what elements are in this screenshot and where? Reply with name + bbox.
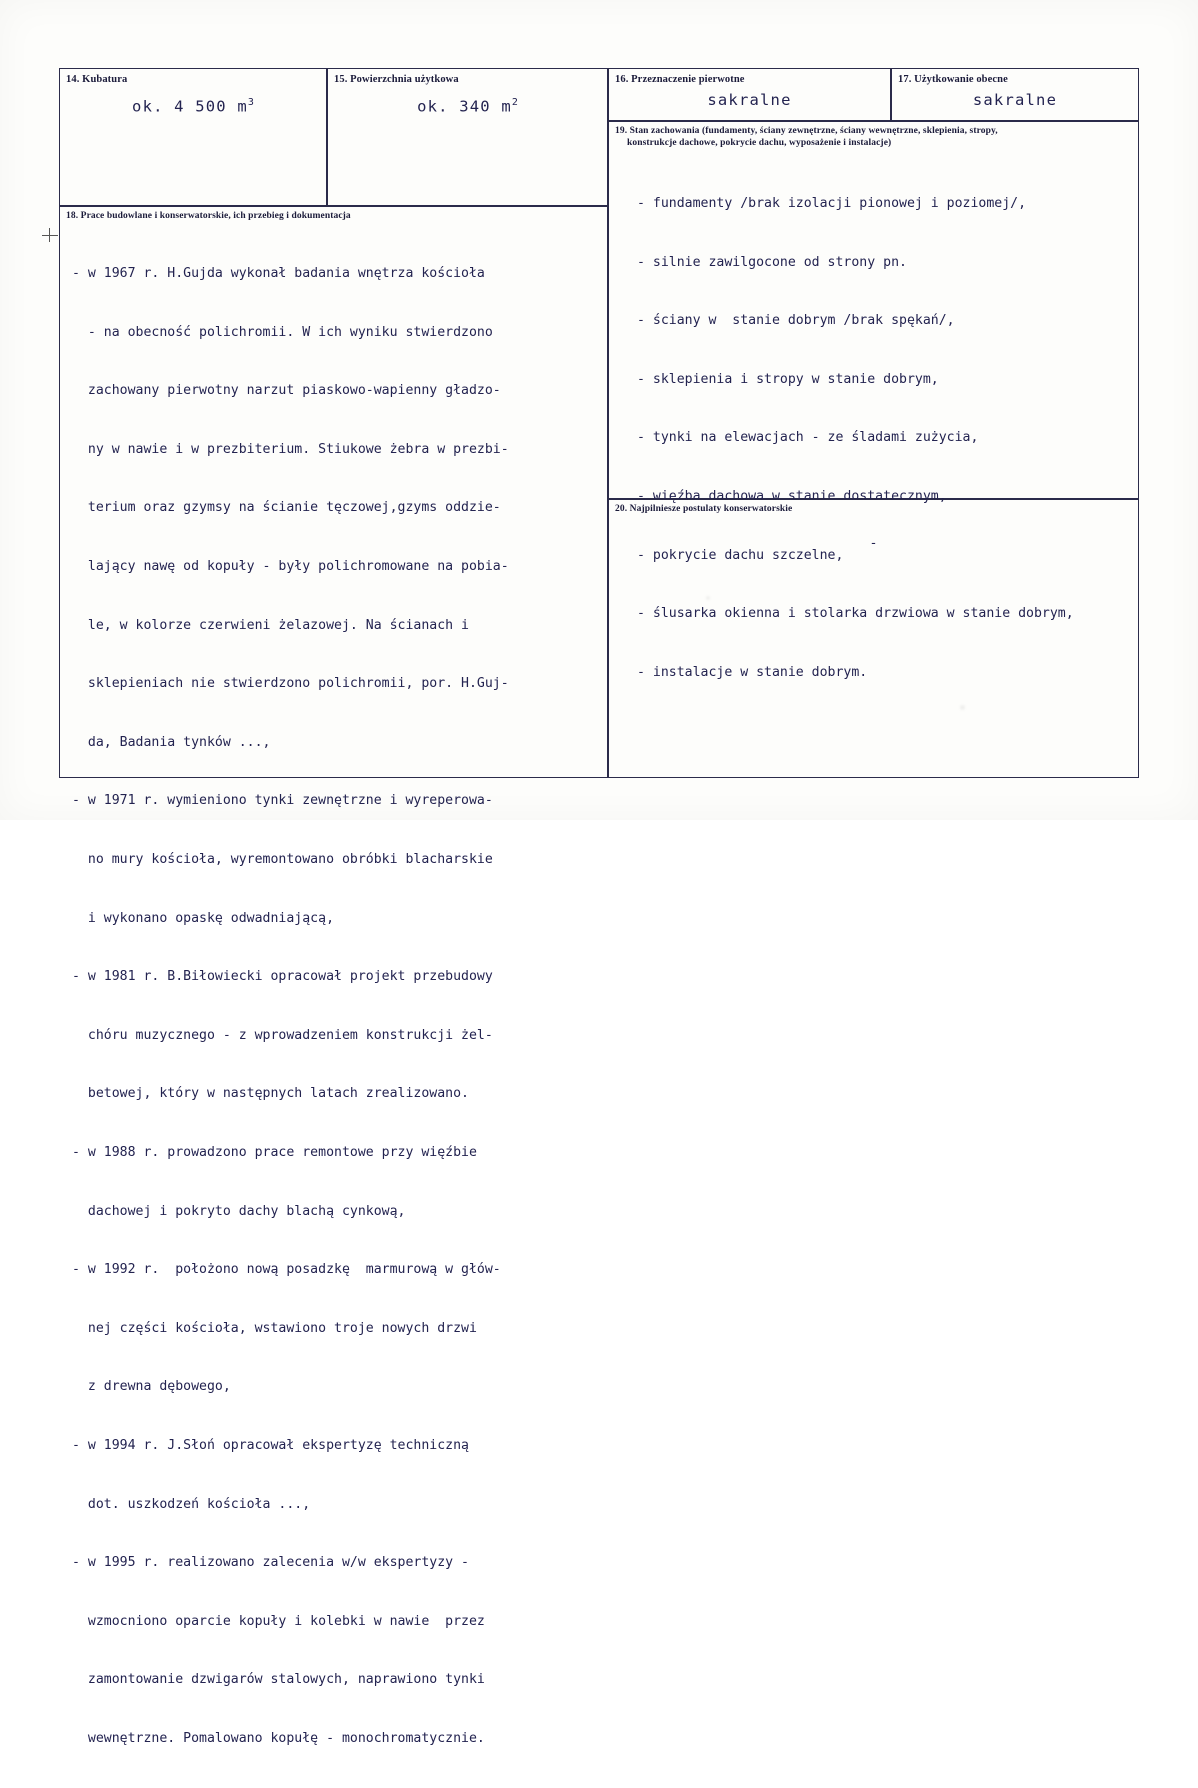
- scan-artifact: [706, 596, 710, 600]
- field-postulaty-value: -: [869, 536, 878, 551]
- prace-line: wzmocniono oparcie kopuły i kolebki w nawie przez: [72, 1613, 485, 1629]
- stan-line: - fundamenty /brak izolacji pionowej i poziomej/,: [637, 196, 1027, 212]
- prace-line: zamontowanie dzwigarów stalowych, naprawiono tynki: [72, 1672, 485, 1688]
- prace-line: betowej, który w następnych latach zrealizowano.: [72, 1086, 469, 1102]
- prace-line: le, w kolorze czerwieni żelazowej. Na ścianach i: [72, 617, 469, 633]
- stan-line: - instalacje w stanie dobrym.: [637, 664, 868, 680]
- field-uzytkowanie-obecne-label: [892, 69, 1138, 86]
- prace-line: nej części kościoła, wstawiono troje nowych drzwi: [72, 1320, 477, 1336]
- field-kubatura: [59, 68, 327, 206]
- field-stan-zachowania-number: 19.: [615, 126, 628, 136]
- stan-line: - pokrycie dachu szczelne,: [637, 547, 844, 563]
- field-prace-budowlane-body: [72, 225, 612, 1788]
- field-postulaty-number: 20.: [615, 504, 628, 514]
- prace-line: - w 1994 r. J.Słoń opracował ekspertyzę techniczną: [72, 1437, 469, 1453]
- field-przeznaczenie-pierwotne-label: [609, 69, 890, 86]
- prace-line: terium oraz gzymsy na ścianie tęczowej,gzyms oddzie-: [72, 500, 501, 516]
- field-postulaty-title: Najpilniesze postulaty konserwatorskie: [629, 504, 793, 514]
- field-stan-zachowania-title-line1: Stan zachowania (fundamenty, ściany zewnętrzne, ściany wewnętrzne, sklepienia, stropy,: [629, 126, 998, 136]
- prace-line: - w 1981 r. B.Biłowiecki opracował projekt przebudowy: [72, 969, 493, 985]
- field-prace-budowlane: [59, 206, 608, 1746]
- stan-line: - ściany w stanie dobrym /brak spękań/,: [637, 313, 955, 329]
- prace-line: wewnętrzne. Pomalowano kopułę - monochromatycznie.: [72, 1730, 485, 1746]
- field-przeznaczenie-pierwotne: [608, 68, 891, 121]
- field-kubatura-superscript: 3: [247, 97, 254, 108]
- prace-line: da, Badania tynków ...,: [72, 734, 271, 750]
- field-stan-zachowania-title-line2: konstrukcje dachowe, pokrycie dachu, wyposażenie i instalacje): [627, 137, 892, 148]
- field-przeznaczenie-pierwotne-title: Przeznaczenie pierwotne: [631, 74, 745, 85]
- field-kubatura-title: Kubatura: [82, 74, 128, 85]
- prace-line: - w 1992 r. położono nową posadzkę marmurową w głów-: [72, 1262, 501, 1278]
- field-powierzchnia: [327, 68, 608, 206]
- field-powierzchnia-superscript: 2: [511, 97, 518, 108]
- scan-artifact: [960, 705, 965, 710]
- prace-line: lający nawę od kopuły - były polichromowane na pobia-: [72, 559, 509, 575]
- field-powierzchnia-title: Powierzchnia użytkowa: [350, 74, 459, 85]
- prace-line: dachowej i pokryto dachy blachą cynkową,: [72, 1203, 406, 1219]
- stan-line: - sklepienia i stropy w stanie dobrym,: [637, 371, 939, 387]
- field-kubatura-label: [60, 69, 326, 86]
- prace-line: z drewna dębowego,: [72, 1379, 231, 1395]
- prace-line: - w 1971 r. wymieniono tynki zewnętrzne i wyreperowa-: [72, 793, 493, 809]
- field-powierzchnia-value: ok. 340 m: [417, 97, 512, 116]
- prace-line: - w 1967 r. H.Gujda wykonał badania wnętrza kościoła: [72, 266, 485, 282]
- field-uzytkowanie-obecne: [891, 68, 1139, 121]
- registration-mark-left-h: [42, 235, 58, 236]
- field-powierzchnia-number: 15.: [334, 74, 348, 85]
- field-kubatura-number: 14.: [66, 74, 80, 85]
- prace-line: i wykonano opaskę odwadniającą,: [72, 910, 335, 926]
- field-przeznaczenie-pierwotne-value: sakralne: [707, 91, 792, 109]
- field-postulaty: [608, 499, 1139, 778]
- prace-line: - w 1988 r. prowadzono prace remontowe przy więźbie: [72, 1144, 477, 1160]
- prace-line: - w 1995 r. realizowano zalecenia w/w ekspertyzy -: [72, 1555, 469, 1571]
- stan-line: - tynki na elewacjach - ze śladami zużycia,: [637, 430, 979, 446]
- field-kubatura-value: ok. 4 500 m: [132, 97, 248, 116]
- stan-line: - ślusarka okienna i stolarka drzwiowa w stanie dobrym,: [637, 606, 1074, 622]
- stan-line: - więźba dachowa w stanie dostatecznym,: [637, 489, 947, 505]
- field-prace-budowlane-number: 18.: [66, 211, 79, 221]
- field-stan-zachowania-label: [609, 122, 1138, 150]
- stan-line: - silnie zawilgocone od strony pn.: [637, 254, 907, 270]
- field-prace-budowlane-label: [60, 207, 607, 223]
- field-kubatura-value-wrap: [60, 97, 326, 116]
- field-powierzchnia-value-wrap: [328, 97, 607, 116]
- prace-line: sklepieniach nie stwierdzono polichromii, por. H.Guj-: [72, 676, 509, 692]
- field-przeznaczenie-pierwotne-number: 16.: [615, 74, 629, 85]
- prace-line: zachowany pierwotny narzut piaskowo-wapienny gładzo-: [72, 383, 501, 399]
- prace-line: chóru muzycznego - z wprowadzeniem konstrukcji żel-: [72, 1027, 493, 1043]
- field-uzytkowanie-obecne-number: 17.: [898, 74, 912, 85]
- field-uzytkowanie-obecne-title: Użytkowanie obecne: [914, 74, 1008, 85]
- field-prace-budowlane-title: Prace budowlane i konserwatorskie, ich przebieg i dokumentacja: [80, 211, 351, 221]
- prace-line: - na obecność polichromii. W ich wyniku stwierdzono: [72, 324, 493, 340]
- prace-line: ny w nawie i w prezbiterium. Stiukowe żebra w prezbi-: [72, 441, 509, 457]
- prace-line: no mury kościoła, wyremontowano obróbki blacharskie: [72, 852, 493, 867]
- field-uzytkowanie-obecne-value: sakralne: [972, 91, 1058, 109]
- field-postulaty-label: [609, 500, 1138, 516]
- registration-mark-left-v: [49, 228, 50, 242]
- field-powierzchnia-label: [328, 69, 607, 86]
- prace-line: dot. uszkodzeń kościoła ...,: [72, 1496, 311, 1512]
